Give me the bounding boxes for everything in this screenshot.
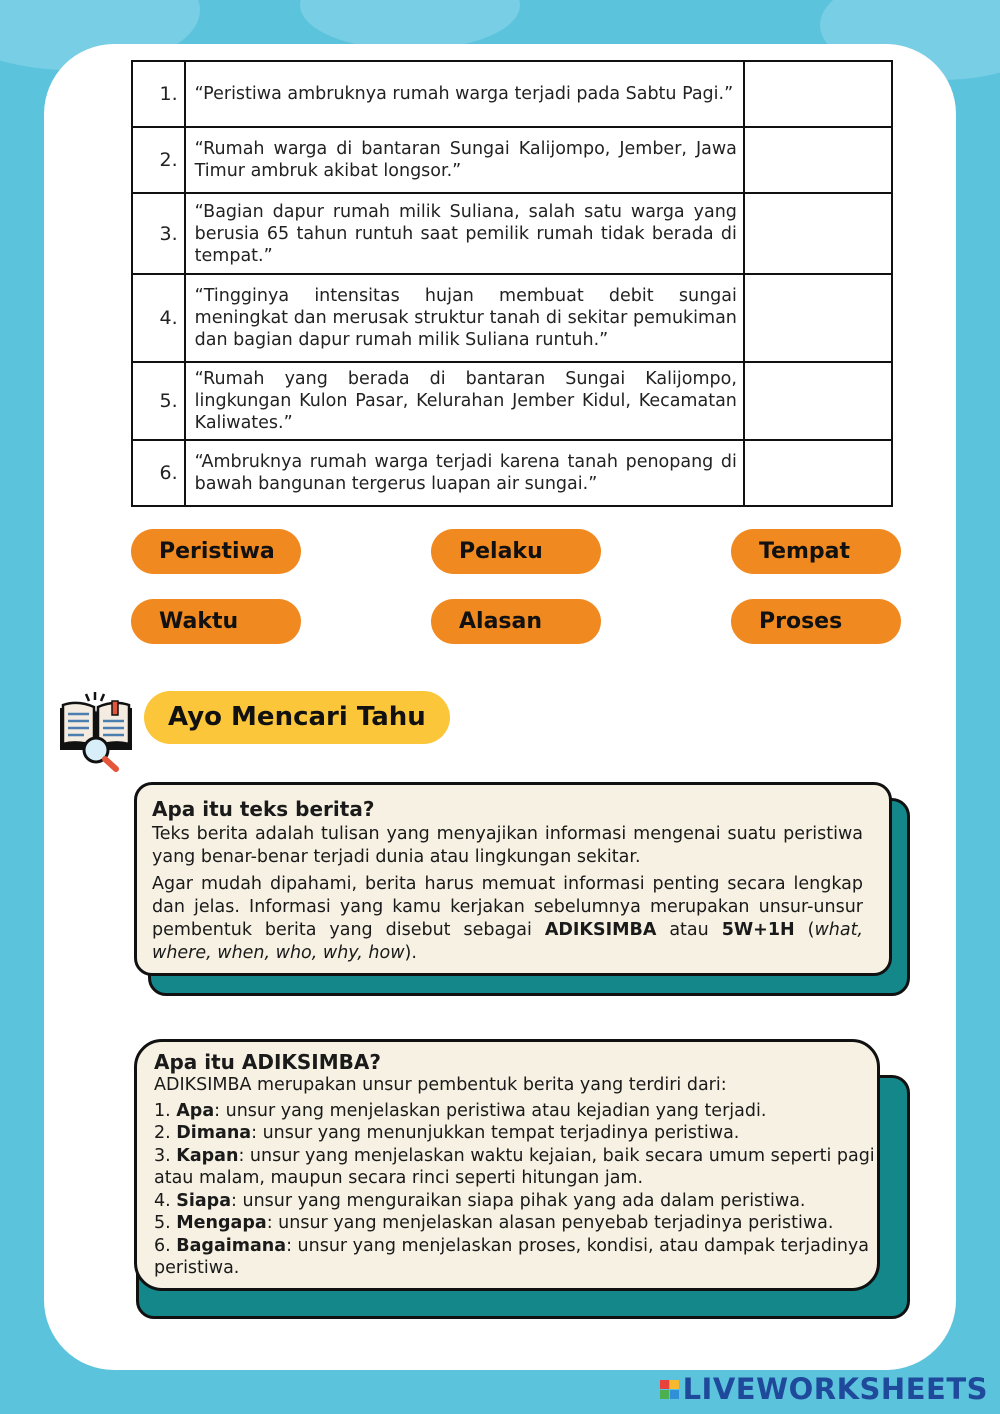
list-item: 4. Siapa: unsur yang menguraikan siapa pihak yang ada dalam peristiwa. <box>154 1190 806 1211</box>
list-item: 1. Apa: unsur yang menjelaskan peristiwa atau kejadian yang terjadi. <box>154 1100 767 1121</box>
definition-paragraph: Teks berita adalah tulisan yang menyajikan informasi mengenai suatu peristiwa yang benar-benar terjadi dunia atau lingkungan sekitar. <box>152 824 863 867</box>
chip-proses[interactable]: Proses <box>731 599 901 644</box>
statement-text: “Ambruknya rumah warga terjadi karena tanah penopang di bawah bangunan tergerus luapan air sungai.” <box>185 440 744 506</box>
list-item: 5. Mengapa: unsur yang menjelaskan alasan penyebab terjadinya peristiwa. <box>154 1213 834 1233</box>
adiksimba-paragraph: Agar mudah dipahami, berita harus memuat informasi penting secara lengkap dan jelas. Informasi yang kamu kerjakan sebelumnya merupakan unsur-unsur pembentuk berita yang disebut sebagai ADIKSIMBA atau 5W+1H (what, where, when, who, why, how). <box>152 874 863 963</box>
list-item: 6. Bagaimana: unsur yang menjelaskan proses, kondisi, atau dampak terjadinya peristiwa. <box>154 1235 870 1278</box>
background-cloud <box>300 0 520 50</box>
list-item: 3. Kapan: unsur yang menjelaskan waktu kejaian, baik secara umum seperti pagi atau malam, maupun secara rinci seperti hitungan jam. <box>154 1145 875 1188</box>
table-row <box>132 193 892 274</box>
row-number: 6. <box>132 440 185 506</box>
row-number: 5. <box>132 362 185 440</box>
table-row <box>132 127 892 193</box>
answer-drop-cell[interactable] <box>744 274 892 362</box>
adiksimba-box <box>134 1039 880 1291</box>
section-title: Ayo Mencari Tahu <box>144 691 450 744</box>
answer-drop-cell[interactable] <box>744 440 892 506</box>
table-row <box>132 362 892 440</box>
box-title: Apa itu ADIKSIMBA? <box>154 1050 381 1074</box>
statement-text: “Peristiwa ambruknya rumah warga terjadi pada Sabtu Pagi.” <box>185 61 744 127</box>
chip-alasan[interactable]: Alasan <box>431 599 601 644</box>
book-search-icon <box>56 690 136 772</box>
answer-drop-cell[interactable] <box>744 127 892 193</box>
teks-berita-box <box>134 782 892 976</box>
row-number: 2. <box>132 127 185 193</box>
statements-table <box>131 60 893 507</box>
liveworksheets-logo[interactable] <box>660 1372 988 1406</box>
box-title: Apa itu teks berita? <box>152 797 375 821</box>
row-number: 1. <box>132 61 185 127</box>
chip-pelaku[interactable]: Pelaku <box>431 529 601 574</box>
logo-text: LIVEWORKSHEETS <box>682 1372 988 1406</box>
intro-text: ADIKSIMBA merupakan unsur pembentuk berita yang terdiri dari: <box>154 1075 727 1095</box>
row-number: 3. <box>132 193 185 274</box>
list-item: 2. Dimana: unsur yang menunjukkan tempat terjadinya peristiwa. <box>154 1123 740 1143</box>
table-row <box>132 440 892 506</box>
chip-waktu[interactable]: Waktu <box>131 599 301 644</box>
statement-text: “Bagian dapur rumah milik Suliana, salah satu warga yang berusia 65 tahun runtuh saat pemilik rumah tidak berada di tempat.” <box>185 193 744 274</box>
row-number: 4. <box>132 274 185 362</box>
chip-peristiwa[interactable]: Peristiwa <box>131 529 301 574</box>
answer-drop-cell[interactable] <box>744 193 892 274</box>
answer-drop-cell[interactable] <box>744 362 892 440</box>
chip-tempat[interactable]: Tempat <box>731 529 901 574</box>
statement-text: “Tingginya intensitas hujan membuat debit sungai meningkat dan merusak struktur tanah di sekitar pemukiman dan bagian dapur rumah milik Suliana runtuh.” <box>185 274 744 362</box>
adiksimba-list <box>154 1100 876 1280</box>
statement-text: “Rumah warga di bantaran Sungai Kalijompo, Jember, Jawa Timur ambruk akibat longsor.” <box>185 127 744 193</box>
table-row <box>132 274 892 362</box>
logo-icon <box>660 1380 679 1399</box>
statement-text: “Rumah yang berada di bantaran Sungai Kalijompo, lingkungan Kulon Pasar, Kelurahan Jember Kidul, Kecamatan Kaliwates.” <box>185 362 744 440</box>
table-row <box>132 61 892 127</box>
answer-drop-cell[interactable] <box>744 61 892 127</box>
